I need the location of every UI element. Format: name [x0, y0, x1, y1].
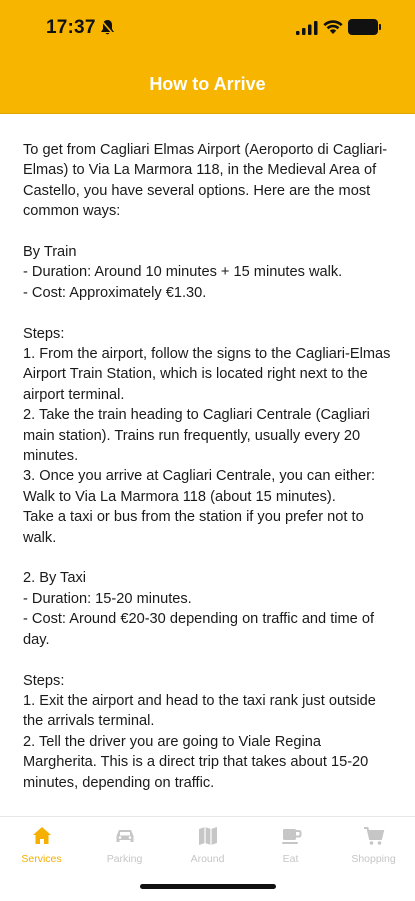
page-title: How to Arrive — [149, 74, 266, 94]
instruction-line: Take a taxi or bus from the station if you prefer not to walk. — [23, 509, 368, 546]
instruction-line: Steps: — [23, 325, 65, 342]
instruction-line: - Cost: Around €20-30 depending on traffic and time of day. — [23, 611, 379, 648]
instruction-line: 1. From the airport, follow the signs to the Cagliari-Elmas Airport Train Station, which is located right next to the airport terminal. — [23, 346, 394, 403]
paragraph-gap — [23, 650, 395, 670]
cellular-signal-icon — [296, 21, 318, 35]
arrival-instructions — [23, 140, 395, 816]
home-indicator — [140, 884, 276, 889]
battery-percentage: 6 — [359, 21, 367, 33]
instruction-line: To get from Cagliari Elmas Airport (Aeroporto di Cagliari-Elmas) to Via La Marmora 118, in the Medieval Area of Castello, you have several options. Here are the most common ways: — [23, 142, 388, 220]
instruction-line: 3. Once you arrive at Cagliari Centrale, you can either: — [23, 468, 376, 485]
tab-label: Shopping — [351, 853, 396, 865]
instruction-line: 2. Tell the driver you are going to Viale Regina Margherita. This is a direct trip that takes about 15-20 minutes, depending on traffic. — [23, 733, 373, 791]
paragraph-gap — [23, 303, 395, 323]
tab-label: Services — [21, 853, 62, 865]
tab-label: Around — [190, 853, 225, 865]
bell-icon — [100, 19, 115, 36]
cart-icon — [363, 825, 385, 847]
coffee-icon — [280, 825, 302, 847]
tab-eat[interactable] — [249, 825, 332, 875]
tab-parking[interactable] — [83, 825, 166, 875]
car-icon — [114, 825, 136, 847]
tab-label: Eat — [282, 853, 299, 865]
instruction-line: Steps: — [23, 672, 65, 689]
header-bar — [0, 0, 415, 114]
instruction-line: 2. By Taxi — [23, 570, 86, 587]
status-time: 17:37 — [46, 17, 96, 38]
instruction-line: Walk to Via La Marmora 118 (about 15 minutes). — [23, 488, 336, 505]
instruction-line: 1. Exit the airport and head to the taxi rank just outside the arrivals terminal. — [23, 692, 380, 730]
instruction-line: - Cost: Approximately €1.30. — [23, 284, 207, 301]
battery-icon — [348, 19, 378, 35]
tab-services[interactable] — [0, 825, 83, 875]
instruction-line: 2. Take the train heading to Cagliari Centrale (Cagliari main station). Trains run frequently, usually every 20 minutes. — [23, 407, 374, 465]
instruction-line: By Train — [23, 244, 77, 261]
paragraph-gap — [23, 222, 395, 242]
home-icon — [31, 825, 53, 847]
status-bar — [0, 0, 415, 50]
paragraph-gap — [23, 793, 395, 813]
battery-nub — [379, 24, 381, 30]
wifi-icon — [323, 19, 343, 35]
tab-label: Parking — [106, 853, 143, 865]
instruction-line: - Duration: 15-20 minutes. — [23, 590, 192, 607]
paragraph-gap — [23, 548, 395, 568]
tab-shopping[interactable] — [332, 825, 415, 875]
instruction-line: - Duration: Around 10 minutes + 15 minutes walk. — [23, 264, 343, 281]
map-icon — [197, 825, 219, 847]
tab-around[interactable] — [166, 825, 249, 875]
